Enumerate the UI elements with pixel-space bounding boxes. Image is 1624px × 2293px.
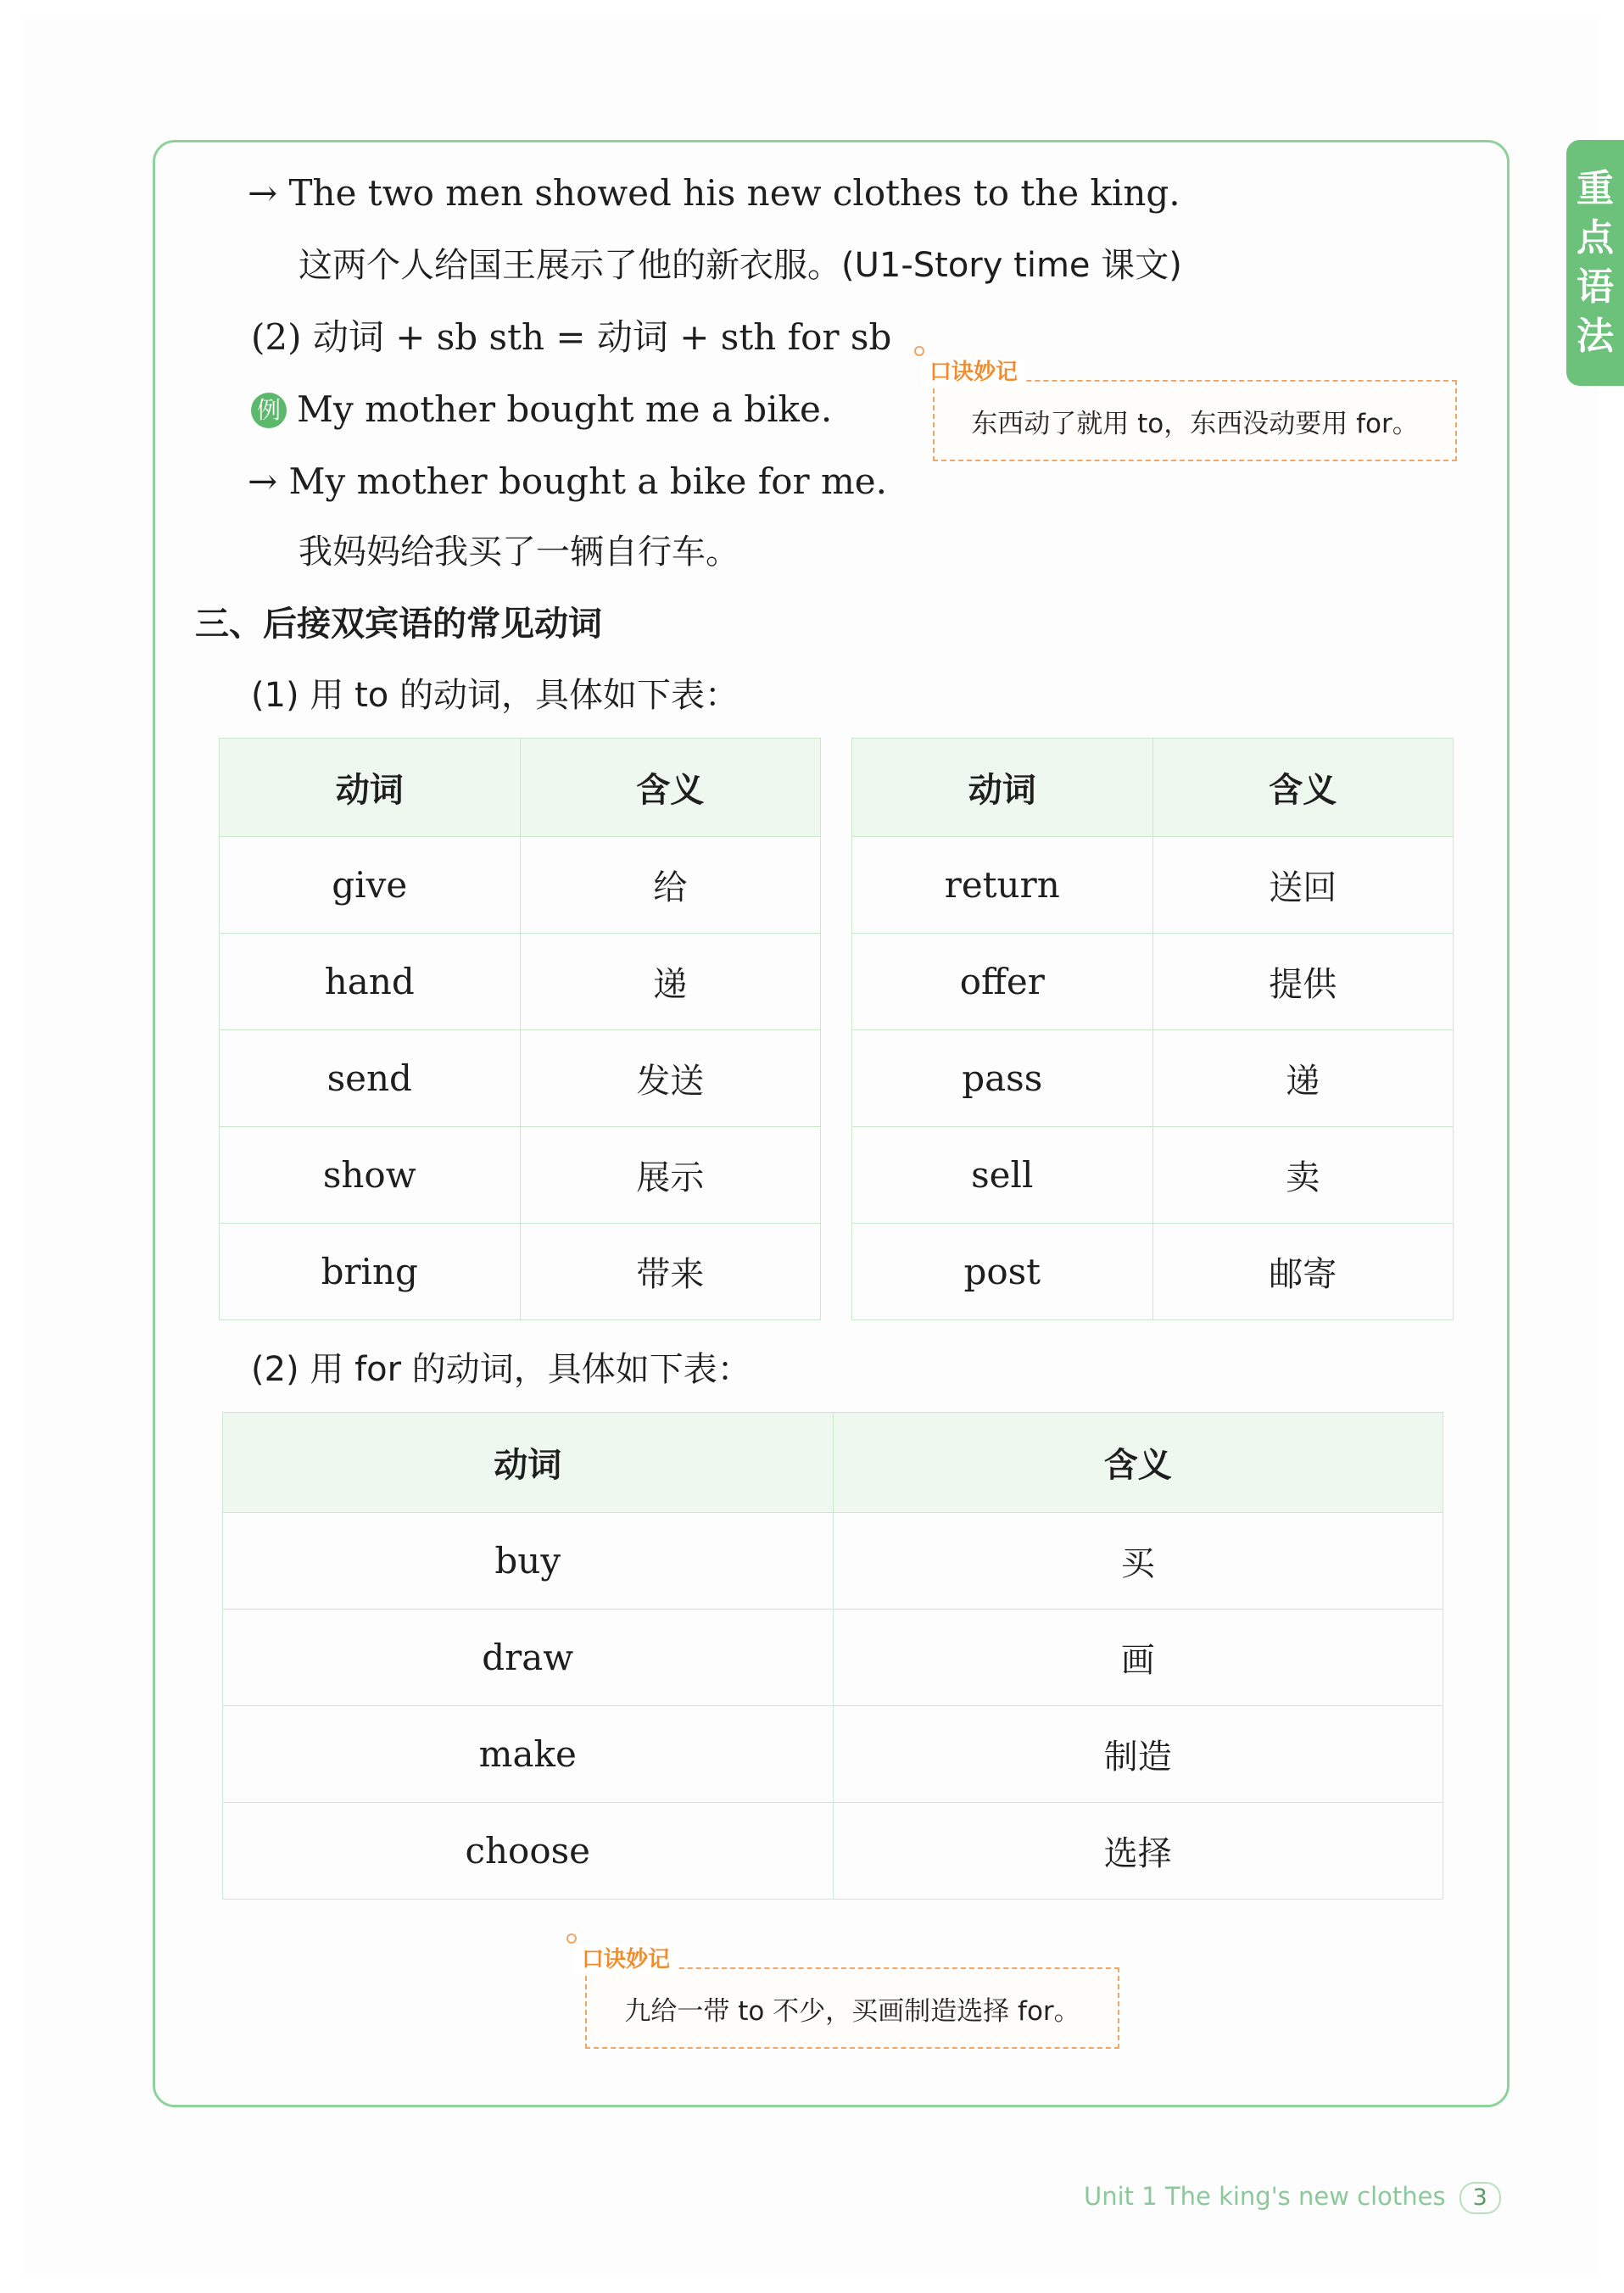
footer-unit-title: Unit 1 The king's new clothes [1084,2182,1446,2211]
table-row [852,837,1454,934]
meaning-cell: 画 [833,1610,1443,1706]
verb-cell: offer [852,934,1153,1030]
table-row [220,934,821,1030]
side-tab-char: 重 [1577,167,1614,210]
verb-cell: show [220,1127,521,1224]
section-side-tab [1566,140,1624,386]
table-header: 含义 [833,1413,1443,1513]
verb-cell: sell [852,1127,1153,1224]
rule-heading: (2) 动词 + sb sth = 动词 + sth for sb [251,316,892,358]
table-row [852,1224,1454,1320]
table-header: 含义 [1152,739,1454,837]
tip-label: 口诀妙记 [921,358,1024,387]
meaning-cell: 买 [833,1513,1443,1610]
table-row [223,1803,1443,1900]
table-row [220,837,821,934]
table-row [220,1224,821,1320]
meaning-cell: 卖 [1152,1127,1454,1224]
verb-cell: choose [223,1803,834,1900]
mnemonic-tip-box [582,1947,1119,2049]
table-header: 动词 [852,739,1153,837]
tip-text: 东西动了就用 to，东西没动要用 for。 [971,408,1419,439]
verb-cell: make [223,1706,834,1803]
table-row [852,1030,1454,1127]
to-verbs-table-right [851,738,1454,1320]
table-row [223,1706,1443,1803]
table-row [852,1127,1454,1224]
verb-cell: send [220,1030,521,1127]
tip-dot-icon [566,1933,577,1944]
example-translation: 我妈妈给我买了一辆自行车。 [299,533,739,572]
side-tab-char: 点 [1577,216,1614,259]
table-row [223,1610,1443,1706]
sub-heading-for: (2) 用 for 的动词，具体如下表： [251,1350,751,1389]
verb-cell: return [852,837,1153,934]
example-arrow-line: → My mother bought a bike for me. [248,460,887,502]
table-header: 动词 [220,739,521,837]
meaning-cell: 递 [520,934,821,1030]
meaning-cell: 发送 [520,1030,821,1127]
meaning-cell: 提供 [1152,934,1454,1030]
example-badge-icon: 例 [251,393,287,428]
table-row [223,1513,1443,1610]
verb-cell: draw [223,1610,834,1706]
meaning-cell: 送回 [1152,837,1454,934]
meaning-cell: 展示 [520,1127,821,1224]
verb-cell: bring [220,1224,521,1320]
example-line [251,386,832,433]
tip-label: 口诀妙记 [573,1945,677,1974]
example-translation: 这两个人给国王展示了他的新衣服。(U1-Story time 课文) [299,246,1182,285]
verb-cell: give [220,837,521,934]
meaning-cell: 制造 [833,1706,1443,1803]
meaning-cell: 给 [520,837,821,934]
meaning-cell: 选择 [833,1803,1443,1900]
table-row [220,1030,821,1127]
verb-cell: pass [852,1030,1153,1127]
meaning-cell: 带来 [520,1224,821,1320]
verb-cell: buy [223,1513,834,1610]
mnemonic-tip-box [929,360,1457,461]
sub-heading-to: (1) 用 to 的动词，具体如下表： [251,676,739,715]
section-heading: 三、后接双宾语的常见动词 [195,605,602,644]
to-verbs-table-left [219,738,821,1320]
page-number: 3 [1459,2182,1501,2214]
page-footer [1084,2182,1501,2214]
verb-cell: post [852,1224,1153,1320]
example-sentence: My mother bought me a bike. [297,388,833,430]
verb-cell: hand [220,934,521,1030]
tip-dot-icon [914,346,924,356]
table-row [220,1127,821,1224]
side-tab-char: 语 [1577,265,1614,309]
table-header: 动词 [223,1413,834,1513]
table-header: 含义 [520,739,821,837]
tip-text: 九给一带 to 不少，买画制造选择 for。 [624,1995,1080,2027]
example-arrow-line: → The two men showed his new clothes to the king. [248,172,1180,214]
meaning-cell: 邮寄 [1152,1224,1454,1320]
for-verbs-table [222,1412,1443,1900]
side-tab-char: 法 [1577,315,1614,358]
table-row [852,934,1454,1030]
meaning-cell: 递 [1152,1030,1454,1127]
